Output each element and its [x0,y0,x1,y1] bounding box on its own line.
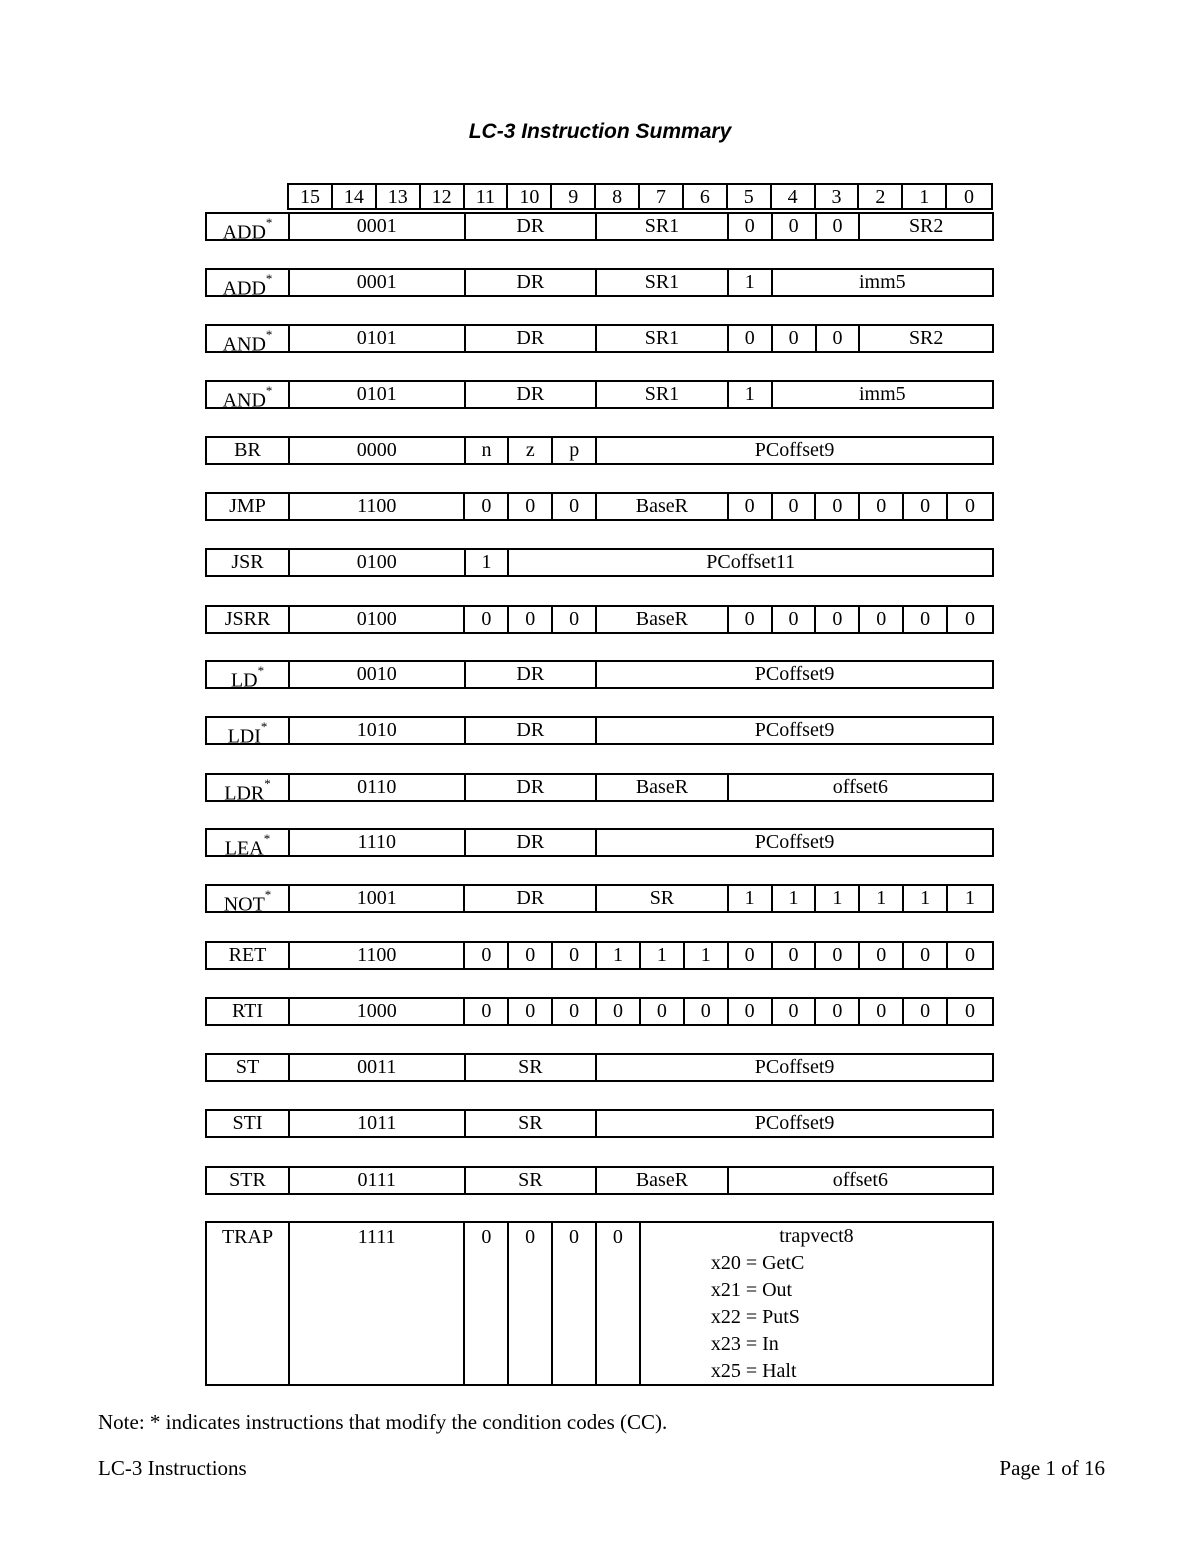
instruction-name: LDR* [205,773,288,802]
instruction-name: ADD* [205,268,288,297]
cc-marker: * [260,719,268,734]
encoding-field: 1 [729,382,773,407]
instruction-name: NOT* [205,884,288,913]
encoding-field: 0 [553,999,597,1024]
encoding-field: z [509,438,553,463]
encoding-field: 0 [965,1000,976,1022]
encoding-field: SR [466,1111,598,1136]
encoding-field: n [466,438,510,463]
encoding-field: 0 [816,999,860,1024]
encoding-field: 0110 [290,775,466,800]
instruction-row-rti [205,997,994,1026]
encoding-field: 0 [553,943,597,968]
encoding-field: DR [466,382,598,407]
instruction-fields [288,1053,994,1082]
bit-number: 6 [684,185,728,208]
trapvect8-label: trapvect8 [779,1225,854,1247]
encoding-field: 0 [773,999,817,1024]
encoding-field: 0 [860,494,904,519]
instruction-name: ADD* [205,212,288,241]
encoding-field: 0 [641,999,685,1024]
encoding-field: 0 [816,943,860,968]
cc-marker: * [265,271,273,286]
encoding-field: 0 [860,607,904,632]
encoding-field: SR1 [597,214,729,239]
encoding-field: PCoffset9 [754,439,835,461]
instruction-name: ST [205,1053,288,1082]
encoding-field: 1 [685,943,729,968]
encoding-field: SR [597,886,729,911]
encoding-field: 0001 [290,214,466,239]
encoding-field: 0 [773,326,817,351]
encoding-field: 1001 [290,886,465,911]
instruction-fields [288,773,994,802]
encoding-field: 0 [509,999,553,1024]
encoding-field: SR1 [597,326,729,351]
bit-number: 8 [596,185,640,208]
instruction-name: AND* [205,324,288,353]
encoding-field: 1011 [290,1111,466,1136]
encoding-field: 0 [685,999,729,1024]
encoding-field: 0 [509,607,553,632]
encoding-field: SR2 [908,215,944,237]
encoding-field: 1 [641,943,685,968]
instruction-fields [288,548,994,577]
instruction-row-and [205,380,994,412]
footer-page-number: Page 1 of 16 [999,1456,1105,1480]
instruction-row-and [205,324,994,356]
encoding-field: 0 [965,495,976,517]
encoding-field: 0 [509,943,553,968]
encoding-field: BaseR [597,607,729,632]
instruction-name: LDI* [205,716,288,745]
bit-number: 9 [552,185,596,208]
encoding-field: 0001 [290,270,466,295]
instruction-name: RTI [205,997,288,1026]
instruction-name: JSRR [205,605,288,634]
instruction-row-not [205,884,994,916]
cc-marker: * [257,663,265,678]
instruction-fields [288,1166,994,1195]
encoding-field: 0 [817,214,861,239]
bit-number: 7 [640,185,684,208]
encoding-field: 0 [773,494,817,519]
instruction-row-ld [205,660,994,692]
encoding-field: 0 [965,608,976,630]
instruction-name: TRAP [205,1221,288,1386]
bit-number: 1 [903,185,947,208]
encoding-field: DR [466,830,598,855]
encoding-field: 1010 [290,718,466,743]
encoding-field: 0 [553,607,597,632]
instruction-name: LD* [205,660,288,689]
cc-marker: * [264,887,272,902]
instruction-fields [288,884,994,913]
encoding-field: 0100 [290,550,466,575]
instruction-name: BR [205,436,288,465]
instruction-name: STR [205,1166,288,1195]
instruction-name: STI [205,1109,288,1138]
bit-number: 11 [465,185,509,208]
instruction-name: RET [205,941,288,970]
encoding-field: 0101 [290,326,466,351]
encoding-field: imm5 [858,383,906,405]
encoding-field: 0 [816,607,860,632]
instruction-fields [288,716,994,745]
encoding-field: 0 [817,326,861,351]
cc-marker: * [265,215,273,230]
opcode-field: 1111 [290,1223,465,1384]
encoding-field: 0 [465,494,509,519]
instruction-fields [288,380,994,409]
encoding-field: 0 [729,326,773,351]
encoding-field: DR [466,775,598,800]
encoding-field: 0 [553,494,597,519]
trap-vector: x23 = In [710,1333,779,1355]
cc-note: Note: * indicates instructions that modify the condition codes (CC). [98,1410,668,1434]
instruction-fields [288,605,994,634]
bit-number: 4 [772,185,816,208]
encoding-field: SR1 [597,382,729,407]
bit-number: 14 [333,185,377,208]
instruction-row-jsrr [205,605,994,634]
encoding-field: offset6 [832,776,888,798]
encoding-field: 1 [729,886,773,911]
instruction-row-ldi [205,716,994,748]
encoding-field: PCoffset11 [706,551,796,573]
encoding-field: DR [466,662,598,687]
encoding-field: 0 [816,494,860,519]
encoding-field: 0 [904,943,948,968]
encoding-field: 0 [465,999,509,1024]
encoding-field: 1 [965,887,976,909]
encoding-field: PCoffset9 [754,719,835,741]
cc-marker: * [265,327,273,342]
encoding-field: 0 [597,999,641,1024]
encoding-field: PCoffset9 [754,663,835,685]
encoding-field: 1100 [290,943,465,968]
instruction-row-st [205,1053,994,1082]
instruction-fields [288,660,994,689]
encoding-field: 0 [904,607,948,632]
instruction-fields [288,212,994,241]
encoding-field: PCoffset9 [754,831,835,853]
cc-marker: * [263,831,271,846]
encoding-field: DR [465,886,597,911]
instruction-fields [288,1109,994,1138]
trap-vector: x22 = PutS [710,1306,800,1328]
encoding-field: 1110 [290,830,466,855]
instruction-name: LEA* [205,828,288,857]
instruction-fields [288,436,994,465]
instruction-name: JMP [205,492,288,521]
instruction-fields [288,324,994,353]
bit-number: 5 [728,185,772,208]
instruction-row-add [205,212,994,244]
bit-number: 3 [816,185,860,208]
encoding-field: 0 [509,494,553,519]
instruction-fields [288,941,994,970]
encoding-field: SR [466,1055,598,1080]
encoding-field: 0 [904,494,948,519]
encoding-field: BaseR [597,494,729,519]
instruction-name: AND* [205,380,288,409]
encoding-field: 0 [773,214,817,239]
bit-number: 12 [421,185,465,208]
encoding-field: 0 [729,607,773,632]
encoding-field: SR [466,1168,598,1193]
encoding-field: 1 [816,886,860,911]
instruction-row-jsr [205,548,994,577]
page-title: LC-3 Instruction Summary [468,120,732,143]
instruction-row-ldr [205,773,994,805]
instruction-fields [288,1221,994,1386]
encoding-field: 0 [860,999,904,1024]
encoding-field: 0000 [290,438,466,463]
bit-number: 0 [964,186,975,208]
instruction-fields [288,997,994,1026]
encoding-field: 0 [773,607,817,632]
trap-vector: x25 = Halt [710,1360,797,1382]
cc-marker: * [265,383,273,398]
bit-number: 10 [508,185,552,208]
bit-number: 13 [377,185,421,208]
instruction-row-add [205,268,994,300]
encoding-field: 1 [904,886,948,911]
instruction-name: JSR [205,548,288,577]
encoding-field: BaseR [597,1168,729,1193]
encoding-field: imm5 [858,271,906,293]
instruction-row-jmp [205,492,994,521]
encoding-field: PCoffset9 [754,1112,835,1134]
encoding-field: 0 [729,214,773,239]
encoding-field: 0 [860,943,904,968]
bit-field: 0 [465,1223,509,1384]
instruction-fields [288,268,994,297]
encoding-field: 0 [465,607,509,632]
encoding-field: SR1 [597,270,729,295]
encoding-field: 1 [773,886,817,911]
bit-number: 15 [289,185,333,208]
encoding-field: 1 [729,270,773,295]
encoding-field: SR2 [908,327,944,349]
encoding-field: 0 [729,999,773,1024]
cc-marker: * [264,776,271,791]
bit-number: 2 [859,185,903,208]
bit-position-header [287,183,993,210]
instruction-row-str [205,1166,994,1195]
encoding-field: p [553,438,597,463]
footer-doc-name: LC-3 Instructions [98,1456,247,1480]
encoding-field: 1 [860,886,904,911]
instruction-row-lea [205,828,994,860]
encoding-field: 0 [773,943,817,968]
trapvect8-field [641,1223,992,1384]
encoding-field: 1 [597,943,641,968]
encoding-field: 0 [729,494,773,519]
instruction-row-sti [205,1109,994,1138]
encoding-field: offset6 [832,1169,888,1191]
bit-field: 0 [509,1223,553,1384]
encoding-field: 0100 [290,607,465,632]
instruction-row-trap [205,1221,994,1386]
encoding-field: 0 [465,943,509,968]
encoding-field: 0 [729,943,773,968]
instruction-row-br [205,436,994,465]
encoding-field: 1100 [290,494,465,519]
instruction-row-ret [205,941,994,970]
encoding-field: 0111 [290,1168,466,1193]
encoding-field: DR [466,214,598,239]
encoding-field: PCoffset9 [754,1056,835,1078]
encoding-field: 0011 [290,1055,466,1080]
encoding-field: 0010 [290,662,466,687]
trap-vector: x21 = Out [710,1279,793,1301]
encoding-field: BaseR [597,775,729,800]
encoding-field: 0 [904,999,948,1024]
encoding-field: 0101 [290,382,466,407]
encoding-field: 1000 [290,999,465,1024]
encoding-field: 1 [466,550,510,575]
bit-field: 0 [553,1223,597,1384]
encoding-field: DR [466,270,598,295]
instruction-fields [288,828,994,857]
encoding-field: DR [466,326,598,351]
instruction-fields [288,492,994,521]
trap-vector: x20 = GetC [710,1252,805,1274]
encoding-field: DR [466,718,598,743]
bit-field: 0 [597,1223,641,1384]
encoding-field: 0 [965,944,976,966]
